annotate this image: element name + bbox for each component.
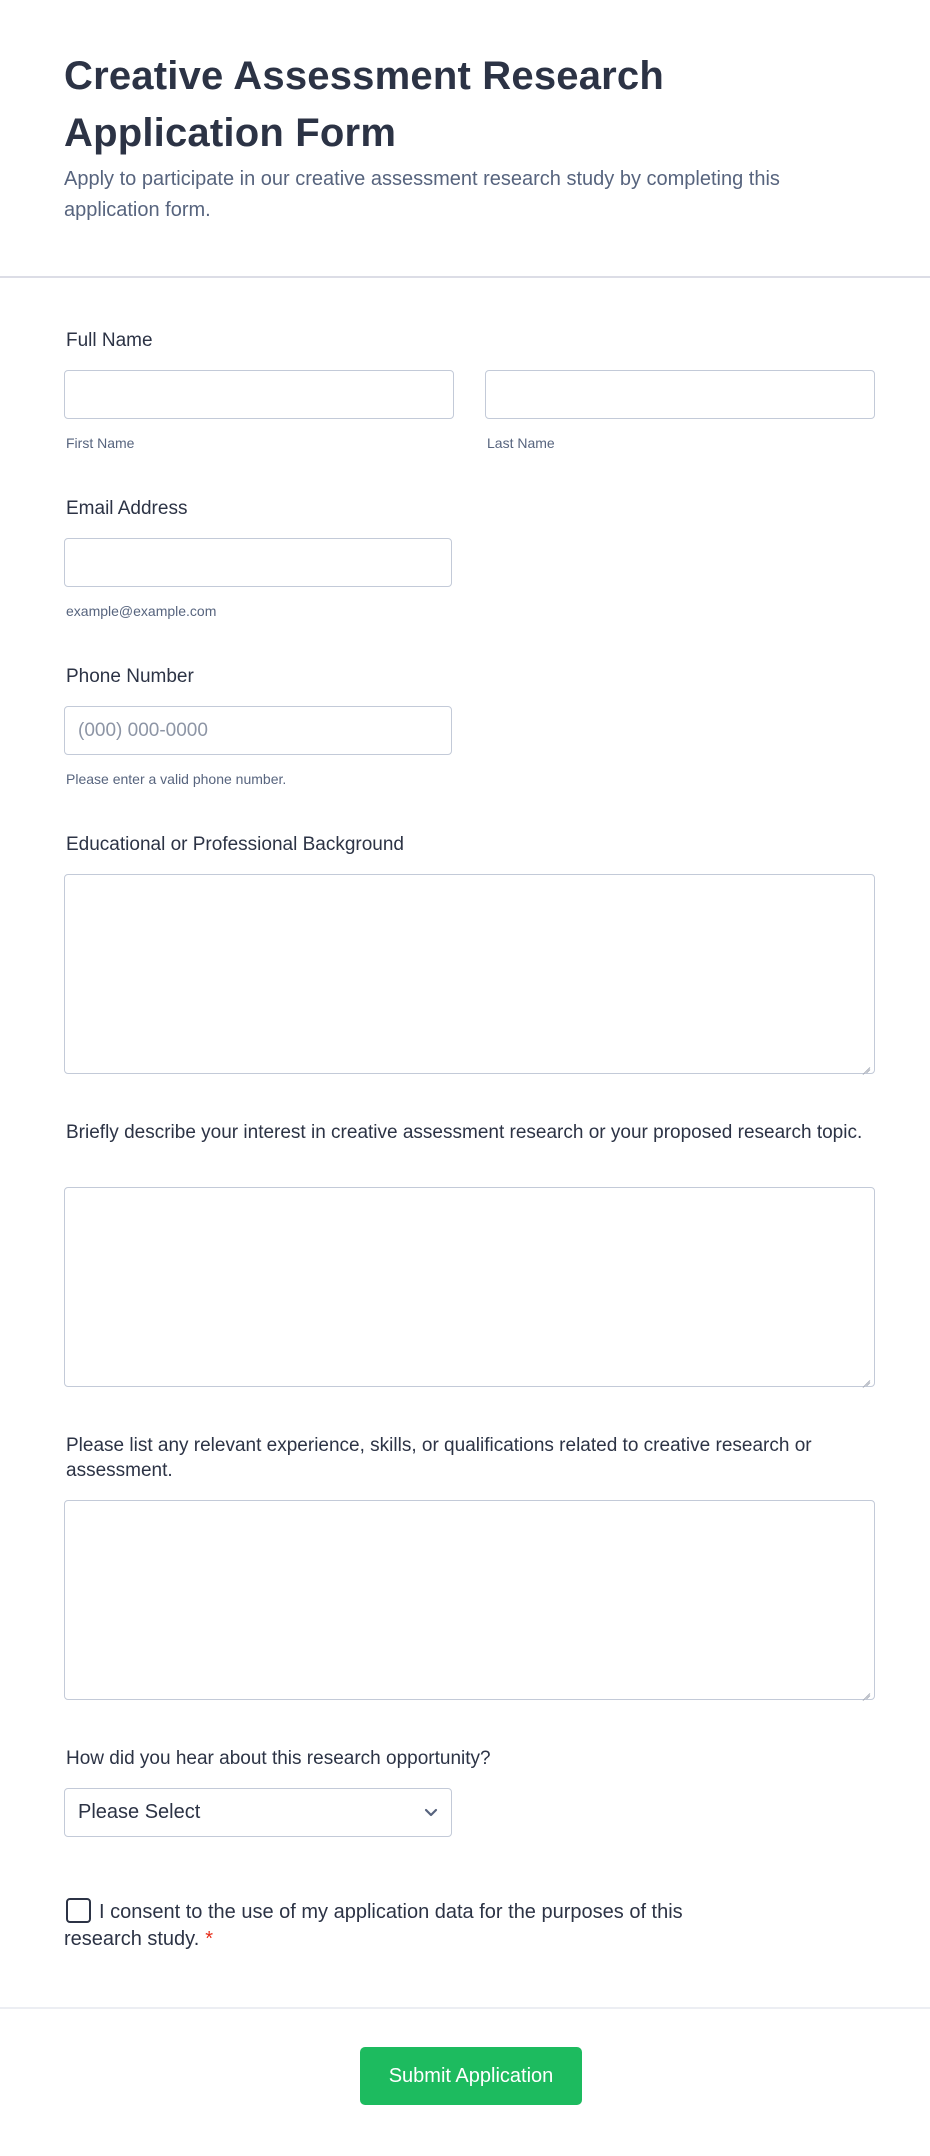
background-label: Educational or Professional Background [66,834,404,855]
interest-label: Briefly describe your interest in creative assessment research or your proposed research topic. [66,1122,863,1143]
chevron-down-icon [424,1808,438,1818]
phone-label: Phone Number [66,666,194,687]
referral-select[interactable] [64,1788,452,1837]
resize-grip-icon[interactable] [860,1686,870,1696]
last-name-sublabel: Last Name [487,435,555,451]
full-name-label: Full Name [66,330,153,351]
resize-grip-icon[interactable] [860,1060,870,1070]
referral-select-value: Please Select [78,1801,201,1823]
footer-divider [0,2007,930,2009]
interest-textarea[interactable] [64,1187,875,1387]
email-input[interactable] [64,538,452,587]
referral-label: How did you hear about this research opportunity? [66,1748,491,1769]
first-name-sublabel: First Name [66,435,135,451]
page-title: Creative Assessment Research Application Form [64,54,665,155]
form-header [0,0,930,278]
experience-label: Please list any relevant experience, skills, or qualifications related to creative research or assessment. [66,1435,812,1481]
page-subtitle: Apply to participate in our creative assessment research study by completing this application form. [64,168,780,221]
submit-button[interactable]: Submit Application [360,2047,582,2105]
phone-input[interactable] [64,706,452,755]
consent-label[interactable]: I consent to the use of my application data for the purposes of this research study. [64,1901,683,1950]
consent-row [64,1898,764,1953]
last-name-input[interactable] [485,370,875,419]
first-name-input[interactable] [64,370,454,419]
phone-sublabel: Please enter a valid phone number. [66,771,287,787]
background-textarea[interactable] [64,874,875,1074]
required-asterisk: * [205,1928,214,1950]
email-label: Email Address [66,498,188,519]
resize-grip-icon[interactable] [860,1373,870,1383]
email-sublabel: example@example.com [66,603,217,619]
consent-checkbox[interactable] [66,1898,91,1923]
experience-textarea[interactable] [64,1500,875,1700]
